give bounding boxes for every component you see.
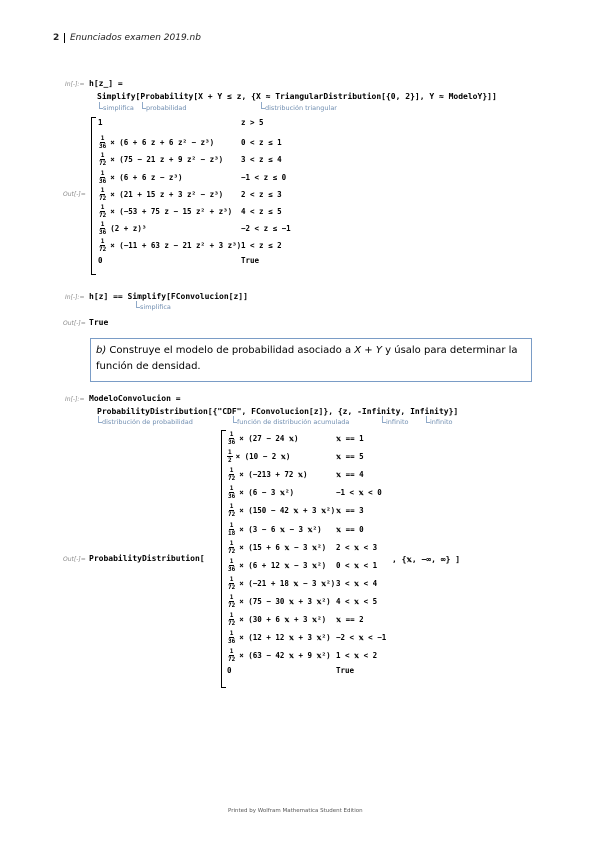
hint-simplify: simplifica bbox=[103, 104, 134, 112]
out3-case-condition: 4 < 𝕩 < 5 bbox=[336, 596, 378, 606]
fraction-denominator: 72 bbox=[228, 583, 236, 591]
out3-case-condition: 3 < 𝕩 < 4 bbox=[336, 578, 378, 588]
fraction-denominator: 72 bbox=[228, 656, 236, 664]
fraction-numerator: 1 bbox=[229, 593, 234, 601]
out1-case-condition: 4 < z ≤ 5 bbox=[241, 207, 282, 216]
out3-piecewise-brace bbox=[221, 430, 226, 688]
out3-case-condition: 1 < 𝕩 < 2 bbox=[336, 651, 378, 661]
out3-case-formula: × (3 − 6 𝕩 − 3 𝕩²) bbox=[239, 524, 322, 534]
out3-case-fraction bbox=[227, 612, 236, 627]
out3-head: ProbabilityDistribution[ bbox=[89, 554, 205, 563]
out3-tail: , {𝕩, −∞, ∞} ] bbox=[392, 555, 461, 564]
out3-case-expr bbox=[227, 522, 322, 537]
fraction-numerator: 1 bbox=[229, 557, 234, 565]
out3-case-expr bbox=[227, 666, 232, 675]
fraction-denominator: 36 bbox=[228, 565, 236, 573]
out3-case-expr bbox=[227, 630, 331, 645]
fraction-denominator: 36 bbox=[99, 143, 107, 151]
out3-case-fraction bbox=[227, 540, 236, 555]
hint-prob-distribution: distribución de probabilidad bbox=[102, 418, 193, 426]
out3-case-expr bbox=[227, 431, 299, 446]
hint-probability: probabilidad bbox=[146, 104, 187, 112]
out3-case-expr bbox=[227, 449, 290, 464]
in2-hint-simplify: simplifica bbox=[140, 303, 171, 311]
out3-case-expr bbox=[227, 485, 294, 500]
out3-case-condition: 𝕩 == 4 bbox=[336, 470, 364, 480]
out3-case-fraction bbox=[227, 522, 236, 537]
out3-case-fraction bbox=[227, 648, 236, 663]
footer-text: Printed by Wolfram Mathematica Student Edition bbox=[228, 808, 363, 814]
out3-case-formula: × (63 − 42 𝕩 + 9 𝕩²) bbox=[239, 651, 331, 661]
fraction-numerator: 1 bbox=[100, 204, 105, 211]
fraction-denominator: 36 bbox=[99, 229, 107, 237]
fraction-numerator: 1 bbox=[229, 521, 234, 529]
hint-infinity-2: infinito bbox=[430, 418, 452, 426]
out1-case-expr bbox=[98, 152, 223, 167]
out3-case-expr bbox=[227, 540, 326, 555]
out3-case-expr bbox=[227, 503, 335, 518]
hint-cdf: función de distribución acumulada bbox=[237, 418, 349, 426]
out3-case-formula: × (75 − 30 𝕩 + 3 𝕩²) bbox=[239, 596, 331, 606]
out3-case-formula: × (10 − 2 𝕩) bbox=[235, 452, 291, 462]
in1-line1[interactable]: h[z_] = bbox=[89, 79, 123, 88]
in1-label: In[-]:= bbox=[65, 81, 85, 88]
out1-case-formula: × (−11 + 63 z − 21 z² + 3 z³) bbox=[110, 241, 242, 251]
out1-case-fraction bbox=[98, 187, 107, 202]
fraction-numerator: 1 bbox=[229, 575, 234, 583]
out3-case-expr bbox=[227, 648, 331, 663]
out3-case-formula: × (150 − 42 𝕩 + 3 𝕩²) bbox=[239, 506, 336, 516]
out1-case-expr bbox=[98, 204, 232, 219]
math-expression: X + Y bbox=[354, 345, 382, 356]
fraction-numerator: 1 bbox=[229, 431, 234, 438]
out1-case-expr bbox=[98, 238, 241, 253]
out1-piecewise-brace bbox=[91, 117, 96, 275]
out1-case-condition: 2 < z ≤ 3 bbox=[241, 189, 282, 199]
out3-case-condition: 𝕩 == 1 bbox=[336, 434, 364, 443]
fraction-numerator: 1 bbox=[229, 503, 234, 511]
out1-case-expr bbox=[98, 221, 146, 236]
out1-case-expr bbox=[98, 256, 103, 265]
out3-case-formula: × (12 + 12 𝕩 + 3 𝕩²) bbox=[239, 633, 331, 643]
out1-case-expr bbox=[98, 135, 214, 150]
out3-label: Out[-]= bbox=[63, 556, 86, 563]
fraction-denominator: 36 bbox=[228, 493, 236, 501]
out1-case-fraction bbox=[98, 204, 107, 219]
in1-line2[interactable]: Simplify[Probability[X + Y ≤ z, {X ≈ TriangularDistribution[{0, 2}], Y ≈ ModeloY}]] bbox=[97, 92, 497, 101]
fraction-denominator: 36 bbox=[228, 638, 236, 646]
fraction-numerator: 1 bbox=[229, 467, 234, 475]
fraction-numerator: 1 bbox=[229, 485, 234, 493]
notebook-title: Enunciados examen 2019.nb bbox=[70, 33, 201, 43]
fraction-denominator: 18 bbox=[228, 529, 236, 537]
fraction-denominator: 72 bbox=[99, 246, 107, 254]
out1-case-formula: × (6 + 6 z − z³) bbox=[110, 172, 183, 182]
out3-case-formula: × (6 − 3 𝕩²) bbox=[239, 488, 294, 498]
out3-case-formula: × (15 + 6 𝕩 − 3 𝕩²) bbox=[239, 542, 327, 552]
fraction-denominator: 36 bbox=[228, 439, 236, 446]
fraction-numerator: 1 bbox=[229, 648, 234, 656]
out3-case-formula: × (27 − 24 𝕩) bbox=[239, 434, 299, 443]
out1-case-condition: 0 < z ≤ 1 bbox=[241, 138, 282, 148]
fraction-denominator: 2 bbox=[228, 457, 232, 465]
out3-case-fraction bbox=[227, 431, 236, 446]
out3-case-fraction bbox=[227, 449, 233, 464]
fraction-numerator: 1 bbox=[100, 152, 105, 160]
hint-infinity-1: infinito bbox=[386, 418, 408, 426]
out1-case-fraction bbox=[98, 170, 107, 185]
out1-case-fraction bbox=[98, 135, 107, 150]
fraction-denominator: 72 bbox=[228, 511, 236, 519]
text-cell-content bbox=[96, 343, 526, 375]
out1-case-condition: −2 < z ≤ −1 bbox=[241, 224, 291, 234]
out3-case-fraction bbox=[227, 485, 236, 500]
out3-case-fraction bbox=[227, 630, 236, 645]
fraction-denominator: 72 bbox=[99, 160, 107, 168]
out3-case-condition: 𝕩 == 3 bbox=[336, 506, 364, 516]
out3-case-condition: True bbox=[336, 666, 355, 676]
out3-case-condition: 𝕩 == 5 bbox=[336, 452, 364, 462]
out1-case-formula: × (21 + 15 z + 3 z² − z³) bbox=[110, 189, 224, 199]
fraction-denominator: 72 bbox=[99, 194, 107, 202]
out3-case-fraction bbox=[227, 576, 236, 591]
out3-case-fraction bbox=[227, 503, 236, 518]
out3-case-condition: 0 < 𝕩 < 1 bbox=[336, 560, 378, 570]
fraction-numerator: 1 bbox=[100, 135, 105, 143]
out3-case-expr bbox=[227, 594, 331, 609]
out1-label: Out[-]= bbox=[63, 191, 86, 198]
fraction-denominator: 72 bbox=[99, 212, 107, 219]
fraction-denominator: 36 bbox=[99, 177, 107, 185]
out1-case-expr bbox=[98, 170, 182, 185]
text-before: Construye el modelo de probabilidad asociado a bbox=[106, 345, 355, 356]
fraction-denominator: 72 bbox=[228, 620, 236, 627]
text-after: y úsalo para determinar la función de densidad. bbox=[96, 345, 518, 372]
out3-case-formula: × (6 + 12 𝕩 − 3 𝕩²) bbox=[239, 560, 327, 570]
in3-line2[interactable]: ProbabilityDistribution[{"CDF", FConvolucion[z]}, {z, -Infinity, Infinity}] bbox=[97, 407, 459, 416]
out3-case-expr bbox=[227, 558, 326, 573]
out1-case-formula: × (75 − 21 z + 9 z² − z³) bbox=[110, 155, 224, 165]
out3-case-condition: −1 < 𝕩 < 0 bbox=[336, 488, 382, 498]
out1-case-formula: × (−53 + 75 z − 15 z² + z³) bbox=[110, 207, 233, 216]
in3-line1[interactable]: ModeloConvolucion = bbox=[89, 394, 181, 403]
out1-case-fraction bbox=[98, 238, 107, 253]
fraction-numerator: 1 bbox=[229, 612, 234, 619]
in2-label: In[-]:= bbox=[65, 294, 85, 301]
header-separator bbox=[64, 33, 65, 43]
out3-case-condition: 𝕩 == 0 bbox=[336, 524, 364, 534]
out1-case-condition: z > 5 bbox=[241, 118, 264, 127]
out1-case-condition: 3 < z ≤ 4 bbox=[241, 155, 282, 165]
in3-label: In[-]:= bbox=[65, 396, 85, 403]
out1-case-formula: × (6 + 6 z + 6 z² − z³) bbox=[110, 138, 215, 148]
text-cell[interactable] bbox=[90, 338, 532, 382]
out3-case-formula: × (−21 + 18 𝕩 − 3 𝕩²) bbox=[239, 578, 336, 588]
out3-case-formula: × (−213 + 72 𝕩) bbox=[239, 470, 308, 480]
out1-case-expr bbox=[98, 118, 103, 127]
out1-case-formula: 0 bbox=[98, 255, 103, 265]
fraction-numerator: 1 bbox=[100, 186, 105, 194]
out1-case-fraction bbox=[98, 152, 107, 167]
out3-case-condition: 2 < 𝕩 < 3 bbox=[336, 542, 378, 552]
out3-case-condition: 𝕩 == 2 bbox=[336, 615, 364, 624]
out3-case-fraction bbox=[227, 558, 236, 573]
out1-case-formula: (2 + z)³ bbox=[110, 224, 147, 234]
out3-case-expr bbox=[227, 576, 335, 591]
page-number: 2 bbox=[53, 33, 60, 43]
out1-case-condition: 1 < z ≤ 2 bbox=[241, 241, 282, 251]
fraction-numerator: 1 bbox=[100, 221, 105, 229]
out1-case-expr bbox=[98, 187, 223, 202]
fraction-numerator: 1 bbox=[229, 630, 234, 638]
out1-case-fraction bbox=[98, 221, 107, 236]
part-label: b) bbox=[96, 345, 107, 356]
out1-case-condition: −1 < z ≤ 0 bbox=[241, 172, 287, 182]
fraction-denominator: 72 bbox=[228, 547, 236, 555]
fraction-numerator: 1 bbox=[229, 539, 234, 547]
out2-label: Out[-]= bbox=[63, 320, 86, 327]
out1-case-formula: 1 bbox=[98, 118, 103, 127]
out3-case-expr bbox=[227, 612, 326, 627]
fraction-numerator: 1 bbox=[100, 169, 105, 177]
out1-case-condition: True bbox=[241, 255, 260, 265]
out3-case-fraction bbox=[227, 594, 236, 609]
fraction-denominator: 72 bbox=[228, 475, 236, 483]
hint-triangular: distribución triangular bbox=[265, 104, 337, 112]
fraction-numerator: 1 bbox=[100, 238, 105, 246]
in2-code[interactable]: h[z] == Simplify[FConvolucion[z]] bbox=[89, 292, 248, 301]
out2-value: True bbox=[89, 318, 109, 327]
fraction-denominator: 72 bbox=[228, 601, 236, 609]
out3-case-condition: −2 < 𝕩 < −1 bbox=[336, 633, 387, 643]
fraction-numerator: 1 bbox=[228, 449, 232, 457]
out3-case-fraction bbox=[227, 467, 236, 482]
out3-case-expr bbox=[227, 467, 308, 482]
out3-case-formula: 0 bbox=[227, 666, 232, 676]
out3-case-formula: × (30 + 6 𝕩 + 3 𝕩²) bbox=[239, 615, 327, 624]
